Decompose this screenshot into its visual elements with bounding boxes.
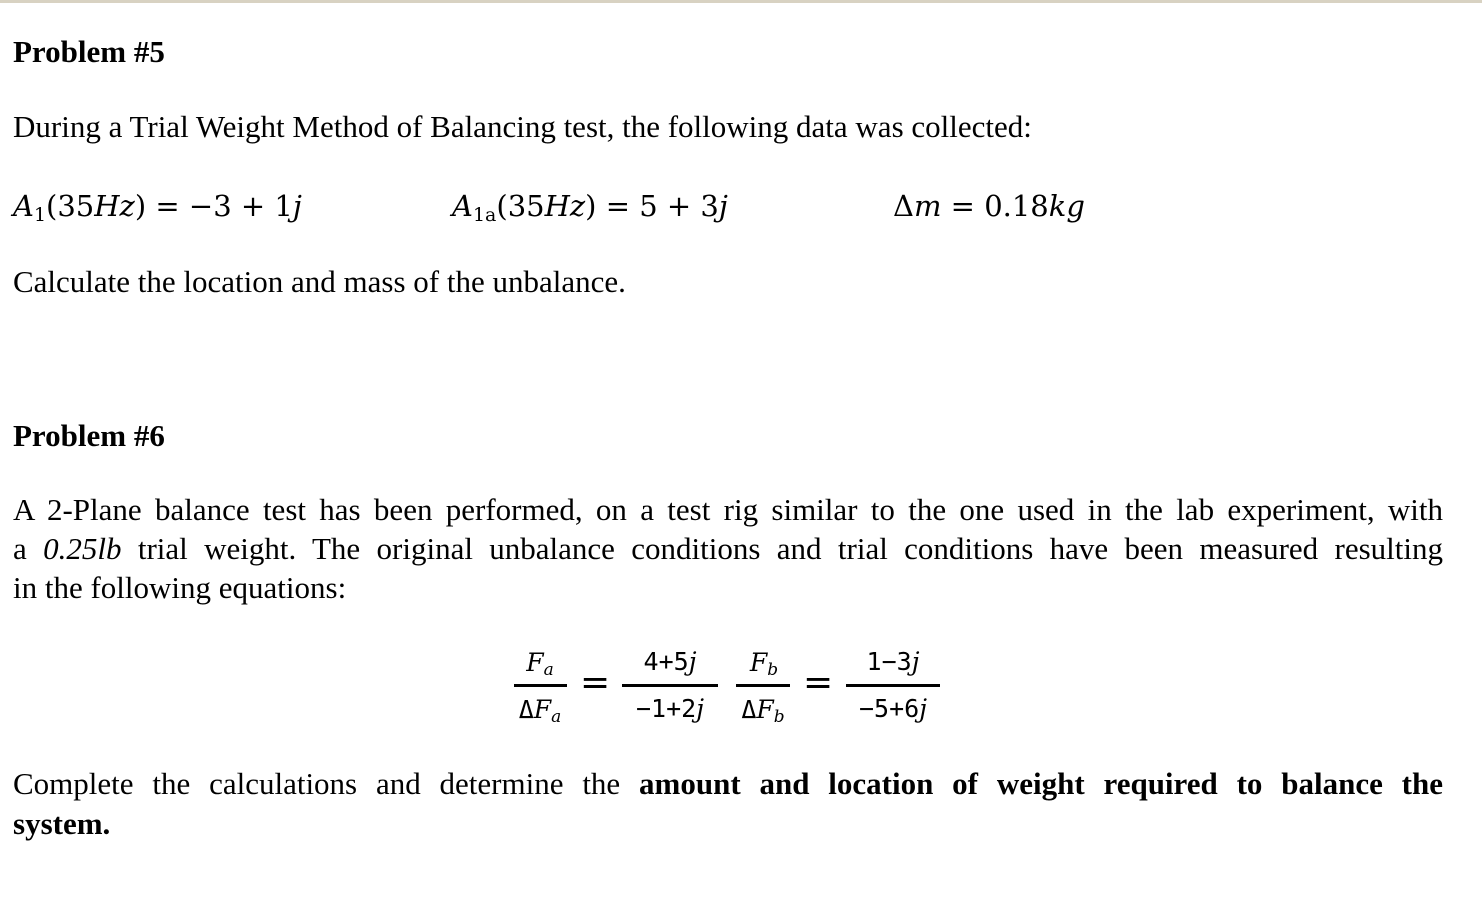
fa-den-var: F xyxy=(533,695,552,724)
rhs1-den-text: −1+2 xyxy=(636,694,697,723)
fb-den-var: F xyxy=(756,695,774,724)
fb-den-delta: Δ xyxy=(741,695,757,724)
rhs1-numerator xyxy=(622,647,718,677)
rhs2-fraction-bar xyxy=(846,684,940,687)
equation-a1 xyxy=(13,188,302,224)
problem-6-paragraph-line-3: in the following equations: xyxy=(13,570,347,605)
rhs2-den-j: j xyxy=(919,694,927,723)
rhs2-den-text: −5+6 xyxy=(859,694,920,723)
fb-fraction-bar xyxy=(736,684,790,687)
fa-num-sub: a xyxy=(543,660,554,680)
eq2-unit: Hz xyxy=(544,189,586,223)
problem-6-closing-line-1 xyxy=(13,764,1443,803)
fb-den-sub: b xyxy=(773,707,785,727)
eq1-j: j xyxy=(292,189,302,223)
problem-5-question: Calculate the location and mass of the unbalance. xyxy=(13,264,626,299)
equation-delta-m xyxy=(893,188,1085,224)
rhs1-num-j: j xyxy=(688,647,697,676)
line2-suffix: trial weight. The original unbalance conditions and trial conditions have been measured resulting xyxy=(121,531,1443,566)
eq1-sub: 1 xyxy=(33,204,47,226)
problem-6-closing-line-2 xyxy=(13,804,1443,843)
problem-6-paragraph-line-1: A 2-Plane balance test has been performed, on a test rig similar to the one used in the lab experiment, with xyxy=(13,492,1443,527)
eq3-unit: kg xyxy=(1048,189,1085,223)
equation-a1a xyxy=(452,188,728,224)
rhs2-denominator xyxy=(842,694,944,724)
eq2-close: ) xyxy=(585,189,597,223)
eq3-var: m xyxy=(913,189,942,223)
rhs2-numerator xyxy=(846,647,940,677)
fb-numerator xyxy=(736,648,792,678)
eq2-arg: (35 xyxy=(496,189,545,223)
closing-emphasis-end: system. xyxy=(13,806,111,841)
eq1-arg: (35 xyxy=(46,189,95,223)
closing-emphasis: amount and location of weight required to balance the xyxy=(639,766,1443,801)
eq2-rhs: = 5 + 3 xyxy=(596,189,719,223)
eq1-close: ) xyxy=(134,189,147,223)
line2-prefix: a xyxy=(13,531,44,566)
closing-prefix: Complete the calculations and determine the xyxy=(13,766,640,801)
eq1-rhs: = −3 + 1 xyxy=(146,189,293,223)
rhs1-denominator xyxy=(618,694,722,724)
eq2-j: j xyxy=(718,189,728,223)
problem-5-intro: During a Trial Weight Method of Balancing test, the following data was collected: xyxy=(13,109,1032,144)
fa-fraction-bar xyxy=(514,684,567,687)
problem-6-heading: Problem #6 xyxy=(13,418,165,453)
equals-sign-1: = xyxy=(580,662,611,703)
fa-numerator xyxy=(512,648,568,678)
trial-weight-value: 0.25lb xyxy=(43,531,122,566)
rhs1-den-j: j xyxy=(696,694,704,723)
fa-num-var: F xyxy=(526,648,544,677)
fb-num-var: F xyxy=(749,648,768,677)
fb-denominator xyxy=(731,695,795,725)
rhs2-num-j: j xyxy=(911,647,920,676)
eq2-var: A xyxy=(452,189,473,223)
eq1-unit: Hz xyxy=(94,189,135,223)
fb-num-sub: b xyxy=(767,660,779,680)
fa-den-delta: Δ xyxy=(518,695,534,724)
fa-den-sub: a xyxy=(551,707,562,727)
eq3-delta: Δ xyxy=(893,189,914,223)
fa-denominator xyxy=(508,695,572,725)
problem-5-heading: Problem #5 xyxy=(13,34,165,69)
equals-sign-2: = xyxy=(803,662,834,703)
top-border xyxy=(0,0,1482,3)
rhs1-num-text: 4+5 xyxy=(643,647,689,676)
eq1-var: A xyxy=(13,189,34,223)
eq2-sub: 1a xyxy=(472,204,497,226)
rhs2-num-text: 1−3 xyxy=(866,647,912,676)
eq3-rhs: = 0.18 xyxy=(941,189,1049,223)
problem-6-paragraph-line-2 xyxy=(13,529,1443,568)
rhs1-fraction-bar xyxy=(622,684,718,687)
